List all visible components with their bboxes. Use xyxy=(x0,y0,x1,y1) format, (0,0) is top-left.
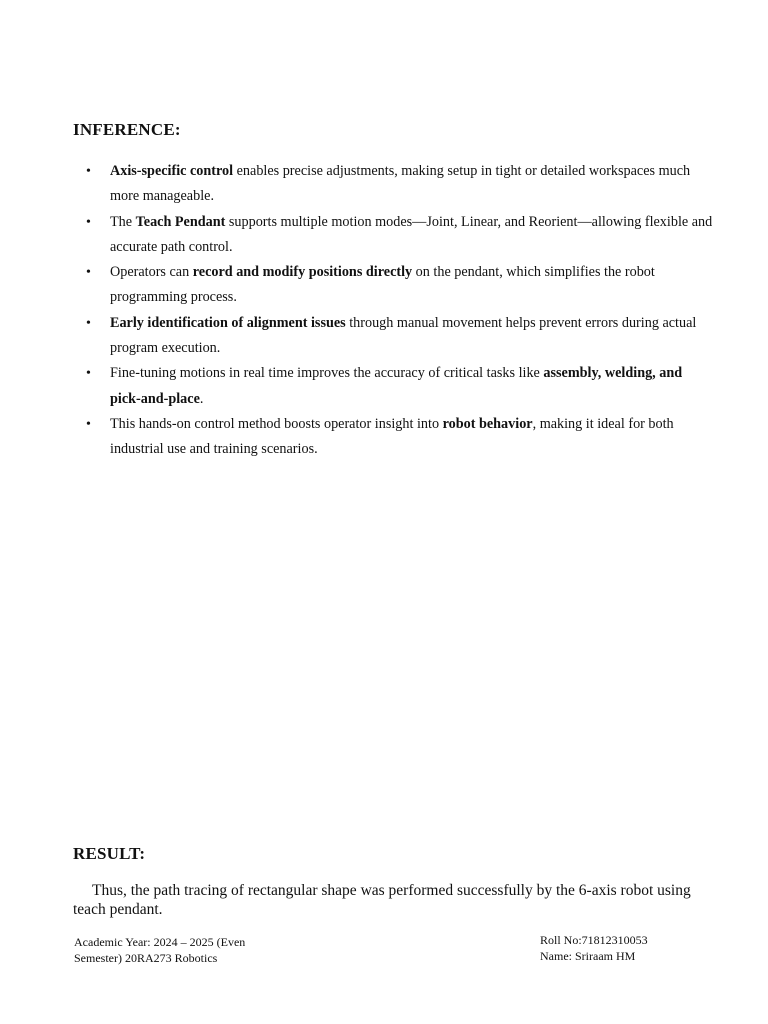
bullet-bold-text: robot behavior xyxy=(442,415,533,432)
bullet-text: enables precise adjustments, making setup in tight or detailed workspaces much more manageable. xyxy=(110,163,691,205)
inference-bullet-item xyxy=(73,311,713,362)
bullet-text: through manual movement helps prevent errors during actual program execution. xyxy=(110,314,697,357)
inference-bullet-item xyxy=(73,210,713,261)
bullet-text: on the pendant, which simplifies the robot programming process. xyxy=(110,264,655,306)
footer-roll-number: Roll No:71812310053 xyxy=(540,933,648,947)
bullet-bold-text: Teach Pendant xyxy=(135,213,226,230)
result-paragraph: Thus, the path tracing of rectangular shape was performed successfully by the 6-axis robot using teach pendant. xyxy=(73,882,691,918)
footer-academic-info: Academic Year: 2024 – 2025 (Even Semester) 20RA273 Robotics xyxy=(74,935,246,965)
bullet-text: Fine-tuning motions in real time improves the accuracy of critical tasks like xyxy=(110,365,544,382)
footer-student-info xyxy=(540,932,740,964)
bullet-text: . xyxy=(199,390,204,407)
bullet-bold-text: Axis-specific control xyxy=(110,163,234,179)
bullet-text: The xyxy=(110,213,136,230)
inference-heading: INFERENCE: xyxy=(73,120,181,139)
footer-student-name: Name: Sriraam HM xyxy=(540,949,636,963)
inference-bullet-item xyxy=(73,361,713,412)
bullet-bold-text: record and modify positions directly xyxy=(192,264,413,281)
bullet-bold-text: Early identification of alignment issues xyxy=(110,314,346,331)
bullet-bold-text: assembly, welding, and pick-and-place xyxy=(110,365,683,407)
inference-bullet-item xyxy=(73,159,713,210)
bullet-text: , making it ideal for both industrial use and training scenarios. xyxy=(110,415,674,458)
bullet-text: Operators can xyxy=(110,264,193,281)
inference-bullet-item xyxy=(73,412,713,463)
bullet-dot-icon: • xyxy=(86,265,91,281)
result-heading: RESULT: xyxy=(73,844,146,863)
bullet-text: supports multiple motion modes—Joint, Linear, and Reorient—allowing flexible and accurate path control. xyxy=(110,213,713,255)
inference-bullet-item xyxy=(73,260,713,311)
inference-bullet-list xyxy=(73,159,713,463)
bullet-dot-icon: • xyxy=(86,416,91,432)
bullet-dot-icon: • xyxy=(86,366,91,382)
bullet-text: This hands-on control method boosts operator insight into xyxy=(110,415,443,432)
bullet-dot-icon: • xyxy=(86,164,91,179)
bullet-dot-icon: • xyxy=(86,214,91,230)
bullet-dot-icon: • xyxy=(86,315,91,331)
